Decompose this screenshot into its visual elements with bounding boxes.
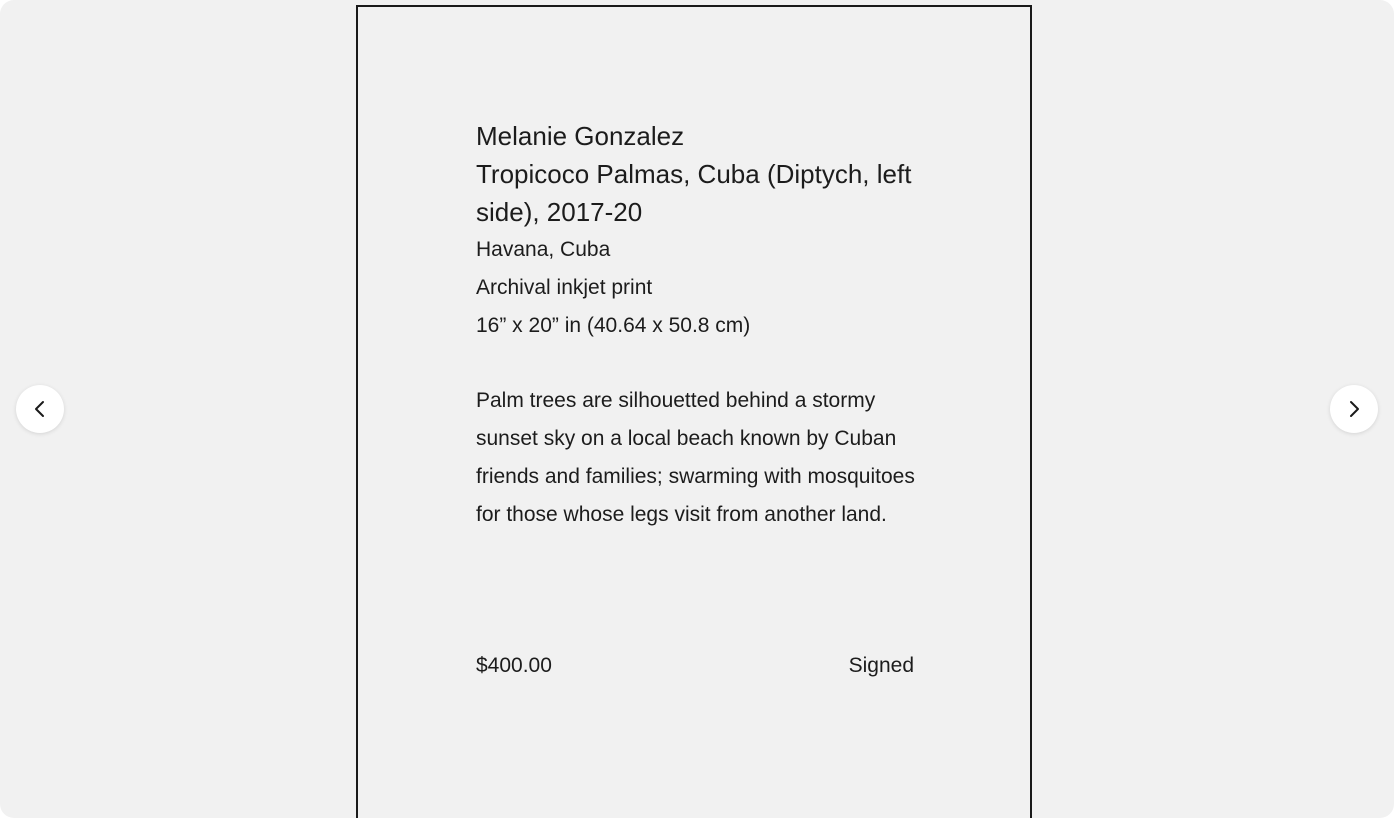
chevron-right-icon bbox=[1344, 399, 1364, 419]
artwork-title: Tropicoco Palmas, Cuba (Diptych, left side), 2017-20 bbox=[476, 159, 912, 227]
artwork-details bbox=[476, 117, 916, 534]
chevron-left-icon bbox=[30, 399, 50, 419]
artwork-description: Palm trees are silhouetted behind a stormy sunset sky on a local beach known by Cuban friends and families; swarming with mosquitoes for those whose legs visit from another land. bbox=[476, 389, 915, 526]
signature-status: Signed bbox=[848, 654, 914, 677]
artwork-price: $400.00 bbox=[476, 654, 552, 677]
artwork-footer bbox=[476, 647, 914, 685]
artwork-location: Havana, Cuba bbox=[476, 238, 611, 261]
artwork-dimensions: 16” x 20” in (40.64 x 50.8 cm) bbox=[476, 314, 751, 337]
artwork-card bbox=[356, 5, 1032, 818]
artwork-medium: Archival inkjet print bbox=[476, 276, 653, 299]
previous-button[interactable] bbox=[16, 385, 64, 433]
next-button[interactable] bbox=[1330, 385, 1378, 433]
artist-name: Melanie Gonzalez bbox=[476, 121, 685, 151]
